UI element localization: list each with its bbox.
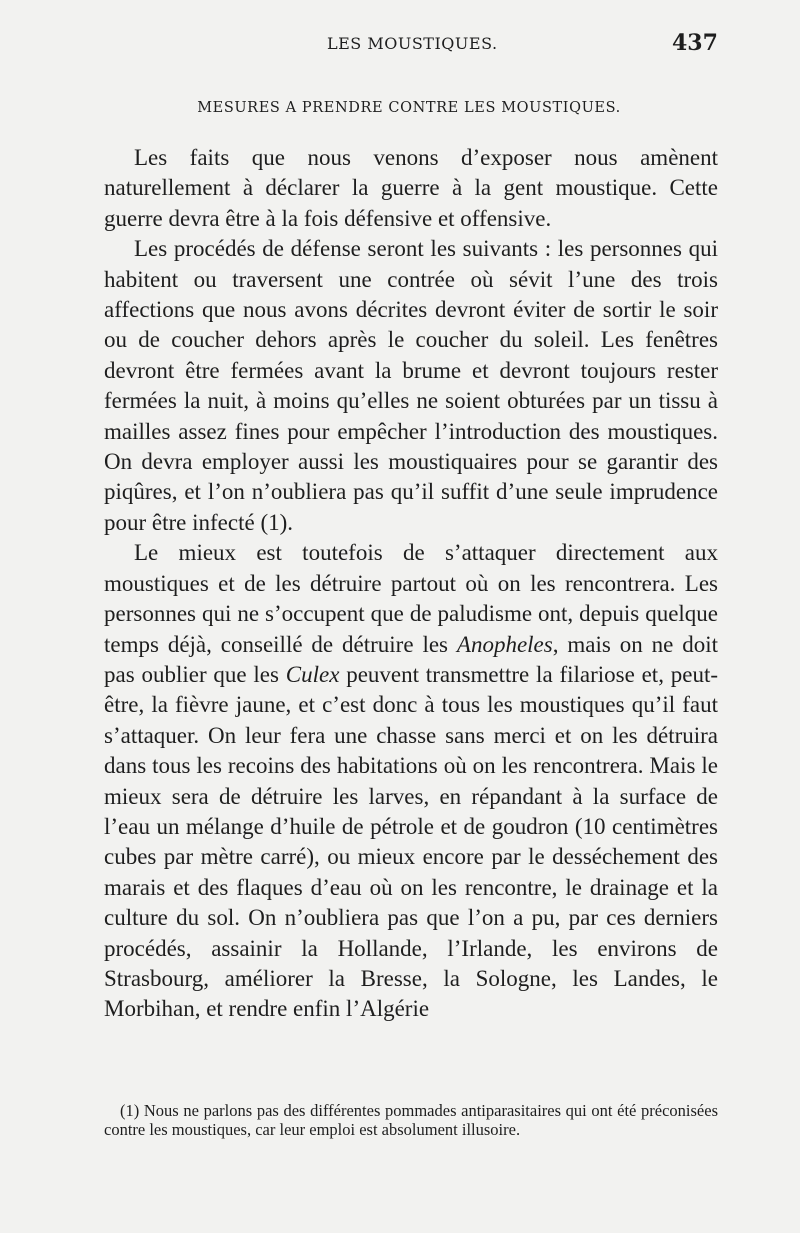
paragraph-3-part-1: Le mieux est toutefois de s’attaquer directement aux moustiques et de les détruire partout où on les rencontrera. Les personnes qui ne s’occupent que de paludisme ont, depuis quelque temps déjà, conseillé de détruire les (104, 540, 718, 657)
paragraph-3-part-2: , mais on ne doit pas oublier que les (104, 631, 718, 687)
paragraph-2: Les procédés de défense seront les suivants : les personnes qui habitent ou traversent une contrée où sévit l’une des trois affections que nous avons décrites devront éviter de sortir le soir ou de coucher dehors après le coucher du soleil. Les fenêtres devront être fermées avant la brume et devront toujours rester fermées la nuit, à moins qu’elles ne soient obturées par un tissu à mailles assez fines pour empêcher l’introduction des moustiques. On devra employer aussi les moustiquaires pour se garantir des piqûres, et l’on n’oubliera pas qu’il suffit d’une seule imprudence pour être infecté (1). (104, 236, 718, 535)
body-text (104, 143, 718, 1025)
anopheles-term: Anopheles (456, 631, 553, 657)
running-title: LES MOUSTIQUES. (327, 34, 498, 53)
paragraph-1: Les faits que nous venons d’exposer nous amènent naturellement à déclarer la guerre à la gent moustique. Cette guerre devra être à la fois défensive et offensive. (104, 145, 718, 231)
page-number: 437 (672, 30, 718, 56)
section-title: MESURES A PRENDRE CONTRE LES MOUSTIQUES. (197, 100, 621, 116)
footnote: (1) Nous ne parlons pas des différentes pommades antiparasitaires qui ont été préconisées contre les moustiques, car leur emploi est absolument illusoire. (104, 1101, 718, 1139)
culex-term: Culex (285, 661, 340, 687)
page-header (0, 30, 800, 60)
paragraph-3-part-3: peuvent transmettre la filariose et, peut-être, la fièvre jaune, et c’est donc à tous les moustiques qu’il faut s’attaquer. On leur fera une chasse sans merci et on les détruira dans tous les recoins des habitations où on les rencontrera. Mais le mieux sera de détruire les larves, en répandant à la surface de l’eau un mélange d’huile de pétrole et de goudron (10 centimètres cubes par mètre carré), ou mieux encore par le desséchement des marais et des flaques d’eau où on les rencontre, le drainage et la culture du sol. On n’oubliera pas que l’on a pu, par ces derniers procédés, assainir la Hollande, l’Irlande, les environs de Strasbourg, améliorer la Bresse, la Sologne, les Landes, le Morbihan, et rendre enfin l’Algérie (104, 661, 718, 1022)
paragraph-3 (104, 538, 718, 1025)
